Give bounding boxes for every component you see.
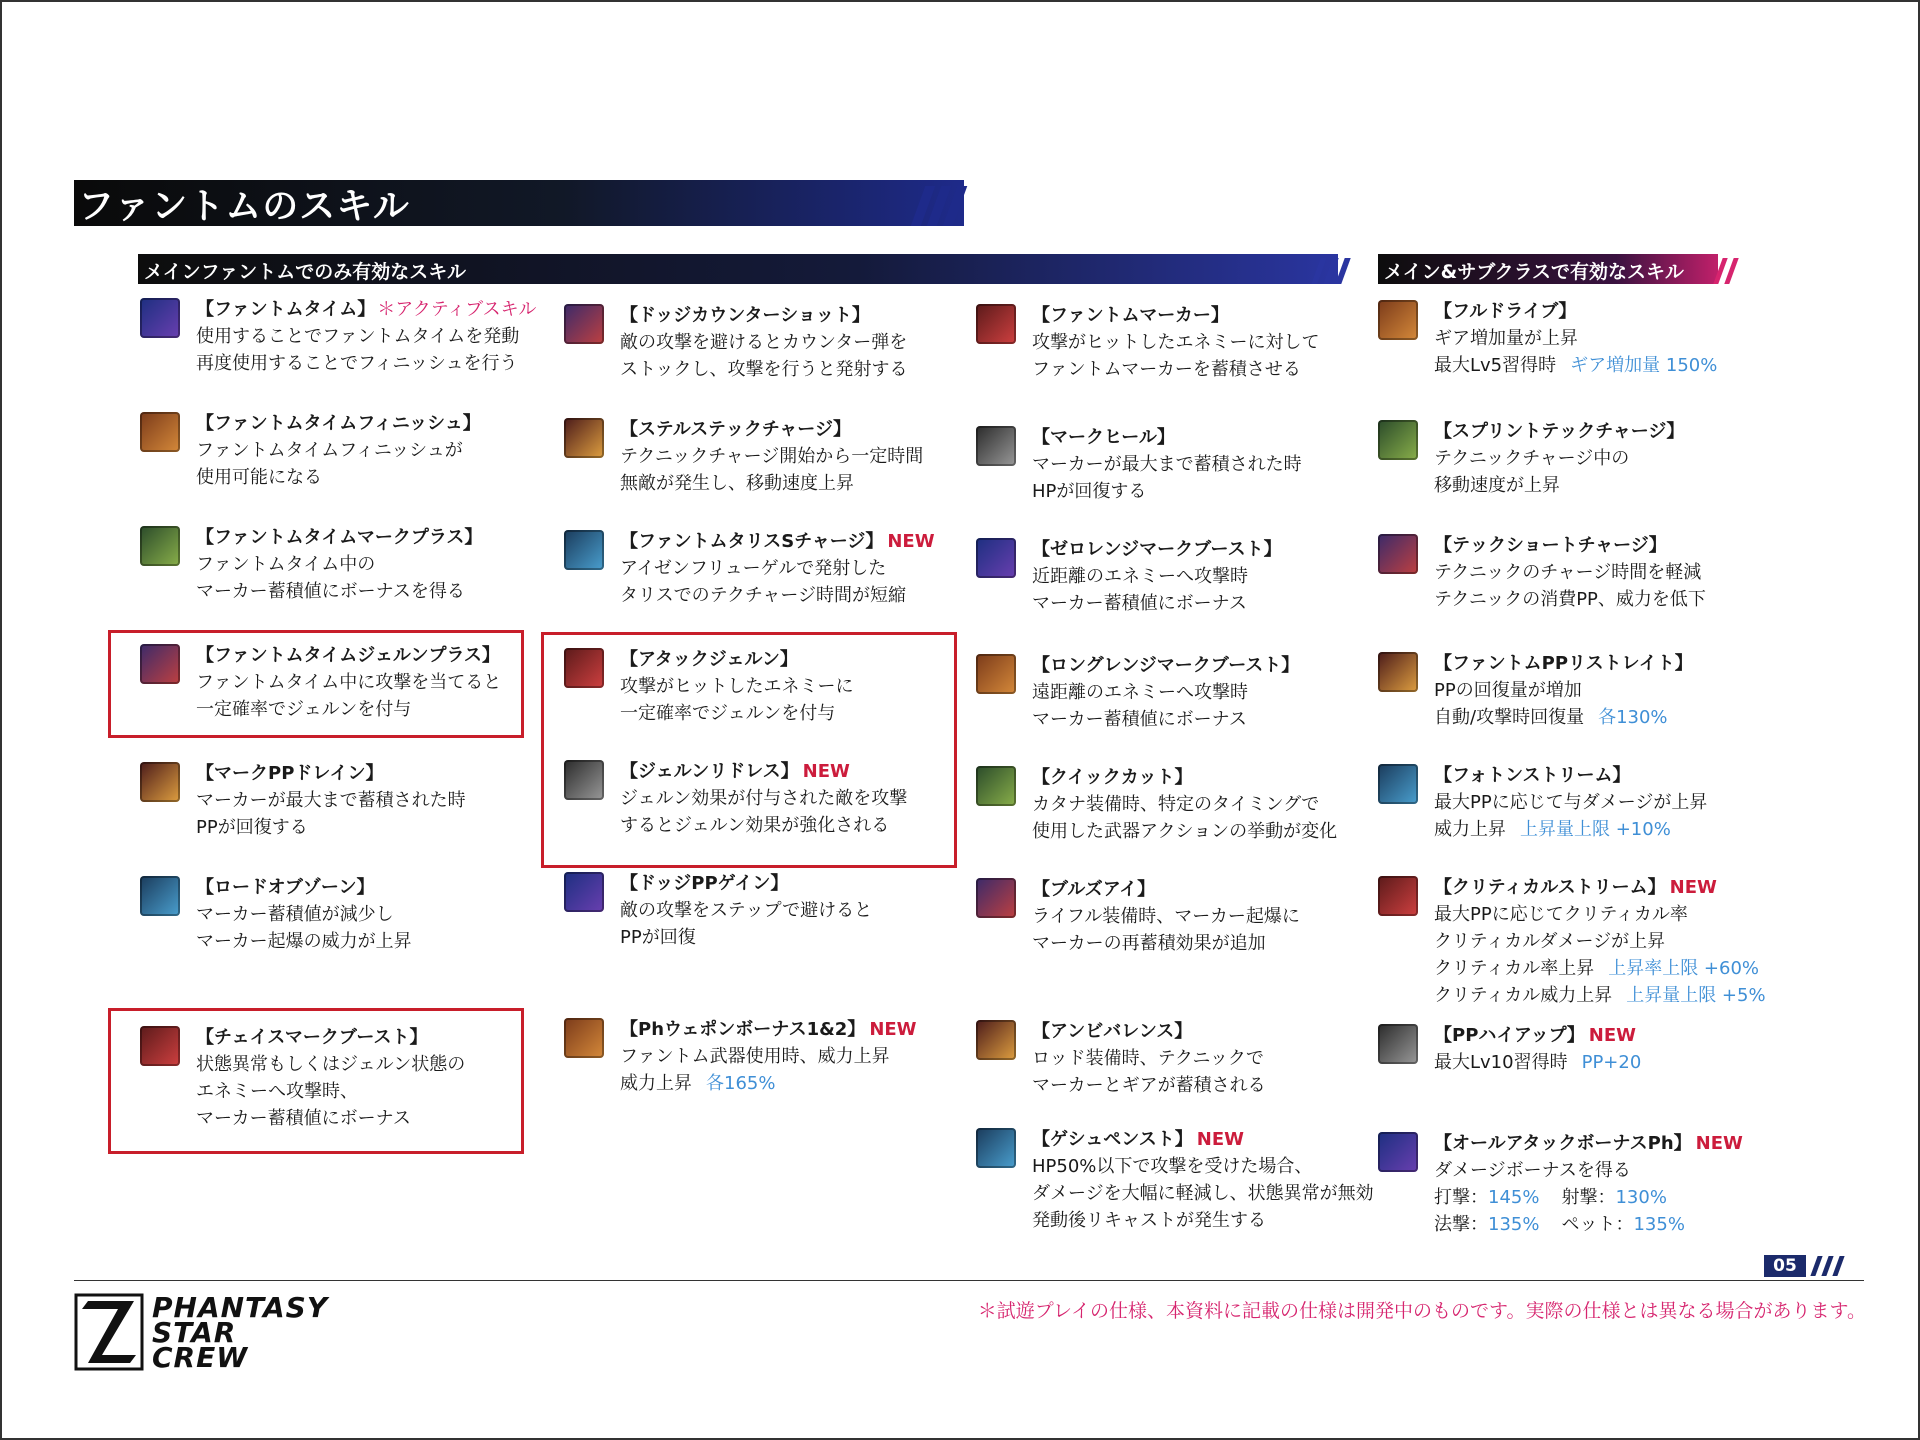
skill-description-text: 遠距離のエネミーへ攻撃時 bbox=[1032, 682, 1248, 703]
skill-name bbox=[196, 524, 546, 551]
skill-description-text: 威力上昇 bbox=[620, 1073, 692, 1094]
skill-description-line bbox=[620, 924, 970, 951]
skill-name bbox=[1434, 762, 1784, 789]
skill-name-text: 【ロードオブゾーン】 bbox=[196, 877, 375, 898]
skill-description-line bbox=[1032, 590, 1382, 617]
skill-description-line bbox=[1032, 791, 1382, 818]
skill-description-line bbox=[1032, 478, 1382, 505]
skill-description-line bbox=[1032, 1180, 1382, 1207]
skill-description-line bbox=[1032, 903, 1382, 930]
skill-name-text: 【ファントムタイム】 bbox=[196, 299, 376, 320]
skill-description-text: 威力上昇 bbox=[1434, 819, 1506, 840]
skill-body bbox=[1434, 1130, 1784, 1238]
skill-name bbox=[1434, 1130, 1784, 1157]
skill-description-line bbox=[1032, 451, 1382, 478]
skill-body bbox=[1032, 1018, 1382, 1099]
skill-body bbox=[196, 410, 546, 491]
skill-description-text: ライフル装備時、マーカー起爆に bbox=[1032, 906, 1300, 927]
skill-name bbox=[196, 760, 546, 787]
skill-body bbox=[1434, 762, 1784, 843]
skill-description-text: PPが回復する bbox=[196, 817, 308, 838]
new-badge: NEW bbox=[887, 531, 935, 552]
skill-body bbox=[196, 874, 546, 955]
skill-name bbox=[620, 870, 970, 897]
skill-description-text: ファントムタイムフィニッシュが bbox=[196, 440, 463, 461]
skill-body bbox=[1032, 424, 1382, 505]
skill-description-text: ファントムマーカーを蓄積させる bbox=[1032, 359, 1301, 380]
mark-pp-drain-icon bbox=[140, 762, 180, 802]
section-main-stripes bbox=[1316, 258, 1346, 284]
skill-name bbox=[1032, 302, 1382, 329]
skill-description-line bbox=[620, 443, 970, 470]
skill-description-text: 発動後リキャストが発生する bbox=[1032, 1210, 1266, 1231]
skill-name-text: 【ファントムPPリストレイト】 bbox=[1434, 653, 1693, 674]
skill-description-line bbox=[1032, 679, 1382, 706]
skill-description-line bbox=[1032, 1072, 1382, 1099]
skill-description-text: 最大Lv10習得時 bbox=[1434, 1052, 1568, 1073]
skill-description-text: ストックし、攻撃を行うと発射する bbox=[620, 359, 908, 380]
phantom-time-mark-plus-icon bbox=[140, 526, 180, 566]
skill-description-line bbox=[620, 470, 970, 497]
skill-stat-label: ペット： bbox=[1561, 1214, 1634, 1235]
skill-name bbox=[1032, 764, 1382, 791]
sprint-tech-charge-icon bbox=[1378, 420, 1418, 460]
skill-name bbox=[1032, 536, 1382, 563]
skill-stat-line bbox=[1434, 1184, 1784, 1211]
title-stripes bbox=[918, 186, 960, 226]
skill-description-text: マーカー蓄積値にボーナス bbox=[196, 1108, 411, 1129]
logo-emblem-icon bbox=[74, 1293, 144, 1371]
ambivalence-icon bbox=[976, 1020, 1016, 1060]
skill-description-line bbox=[196, 350, 546, 377]
skill-description-text: マーカーが最大まで蓄積された時 bbox=[196, 790, 466, 811]
skill-name-text: 【Phウェポンボーナス1&2】 bbox=[620, 1019, 866, 1040]
skill-name-text: 【フォトンストリーム】 bbox=[1434, 765, 1631, 786]
all-attack-bonus-ph-icon bbox=[1378, 1132, 1418, 1172]
skill-description-line bbox=[1032, 930, 1382, 957]
full-drive-icon bbox=[1378, 300, 1418, 340]
skill-description-text: クリティカルダメージが上昇 bbox=[1434, 931, 1666, 952]
skill-description-text: PPの回復量が増加 bbox=[1434, 680, 1582, 701]
dodge-pp-gain-icon bbox=[564, 872, 604, 912]
skill-description-text: テクニックの消費PP、威力を低下 bbox=[1434, 589, 1706, 610]
skill-description-line bbox=[1434, 445, 1784, 472]
skill-description-text: 使用可能になる bbox=[196, 467, 322, 488]
highlight-box bbox=[108, 1008, 524, 1154]
skill-name-text: 【フルドライブ】 bbox=[1434, 301, 1577, 322]
critical-stream-icon bbox=[1378, 876, 1418, 916]
skill-description-text: ダメージボーナスを得る bbox=[1434, 1160, 1631, 1181]
skill-name-text: 【アンビバレンス】 bbox=[1032, 1021, 1193, 1042]
skill-name-text: 【ファントムタイムジェルンプラス】 bbox=[196, 645, 500, 666]
skill-name bbox=[1032, 424, 1382, 451]
skill-description-text: 最大PPに応じてクリティカル率 bbox=[1434, 904, 1688, 925]
skill-name bbox=[1032, 876, 1382, 903]
new-badge: NEW bbox=[869, 1019, 917, 1040]
skill-name-text: 【ゲシュペンスト】 bbox=[1032, 1129, 1193, 1150]
skill-body bbox=[620, 528, 970, 609]
skill-description-line bbox=[620, 329, 970, 356]
skill-body bbox=[1434, 1022, 1784, 1076]
skill-name-text: 【ブルズアイ】 bbox=[1032, 879, 1156, 900]
skill-body bbox=[1434, 650, 1784, 731]
skill-stat-label: 打撃： bbox=[1434, 1187, 1488, 1208]
skill-description-text: ファントムタイム中に攻撃を当てると bbox=[196, 672, 502, 693]
skill-name bbox=[1434, 298, 1784, 325]
skill-value: 各165% bbox=[706, 1073, 776, 1094]
skill-name-text: 【ゼロレンジマークブースト】 bbox=[1032, 539, 1282, 560]
skill-description-line bbox=[196, 928, 546, 955]
skill-description-text: テクニックチャージ中の bbox=[1434, 448, 1630, 469]
highlight-box bbox=[108, 630, 524, 738]
skill-description-line bbox=[620, 1043, 970, 1070]
skill-body bbox=[1032, 536, 1382, 617]
skill-description-line bbox=[196, 787, 546, 814]
skill-description-line bbox=[1032, 818, 1382, 845]
skill-value: 上昇量上限 +10% bbox=[1520, 819, 1671, 840]
skill-description-line bbox=[1434, 816, 1784, 843]
skill-body bbox=[620, 302, 970, 383]
skill-name bbox=[196, 296, 546, 323]
skill-body bbox=[196, 524, 546, 605]
skill-description-text: タリスでのテクチャージ時間が短縮 bbox=[620, 585, 907, 606]
skill-description-text: マーカー蓄積値にボーナス bbox=[1032, 709, 1247, 730]
disclaimer: ＊試遊プレイの仕様、本資料に記載の仕様は開発中のものです。実際の仕様とは異なる場合があります。 bbox=[977, 1300, 1866, 1322]
skill-body bbox=[196, 760, 546, 841]
skill-description-text: ファントム武器使用時、威力上昇 bbox=[620, 1046, 890, 1067]
active-skill-tag: ＊アクティブスキル bbox=[377, 299, 537, 320]
skill-description-text: HP50%以下で攻撃を受けた場合、 bbox=[1032, 1156, 1313, 1177]
mark-heal-icon bbox=[976, 426, 1016, 466]
skill-description-line bbox=[196, 323, 546, 350]
skill-description-text: ギア増加量が上昇 bbox=[1434, 328, 1578, 349]
skill-description-text: ダメージを大幅に軽減し、状態異常が無効 bbox=[1032, 1183, 1374, 1204]
skill-description-text: 使用することでファントムタイムを発動 bbox=[196, 326, 520, 347]
skill-description-line bbox=[196, 464, 546, 491]
skill-description-text: HPが回復する bbox=[1032, 481, 1147, 502]
skill-stat-label: 法撃： bbox=[1434, 1214, 1488, 1235]
skill-description-text: 使用した武器アクションの挙動が変化 bbox=[1032, 821, 1338, 842]
skill-description-text: テクニックのチャージ時間を軽減 bbox=[1434, 562, 1702, 583]
skill-description-text: 一定確率でジェルンを付与 bbox=[196, 699, 412, 720]
skill-description-line bbox=[196, 437, 546, 464]
skill-body bbox=[1434, 532, 1784, 613]
skill-description-line bbox=[1032, 329, 1382, 356]
skill-stat-value: 135% bbox=[1488, 1214, 1540, 1235]
skill-description-text: マーカーとギアが蓄積される bbox=[1032, 1075, 1266, 1096]
skill-description-text: 攻撃がヒットしたエネミーに bbox=[620, 676, 854, 697]
skill-description-text: 最大PPに応じて与ダメージが上昇 bbox=[1434, 792, 1708, 813]
skill-value: ギア増加量 150% bbox=[1570, 355, 1718, 376]
skill-description-text: マーカー蓄積値が減少し bbox=[196, 904, 394, 925]
logo-line-3: CREW bbox=[152, 1341, 249, 1374]
gespenst-icon bbox=[976, 1128, 1016, 1168]
tech-short-charge-icon bbox=[1378, 534, 1418, 574]
skill-description-text: 無敵が発生し、移動速度上昇 bbox=[620, 473, 854, 494]
zero-range-mark-boost-icon bbox=[976, 538, 1016, 578]
skill-description-line bbox=[1434, 901, 1784, 928]
skill-body bbox=[620, 416, 970, 497]
skill-name bbox=[620, 1016, 970, 1043]
skill-name-text: 【クイックカット】 bbox=[1032, 767, 1193, 788]
skill-stat-value: 135% bbox=[1633, 1214, 1685, 1235]
highlight-box bbox=[541, 632, 957, 868]
new-badge: NEW bbox=[1588, 1025, 1636, 1046]
page-stripes bbox=[1814, 1256, 1841, 1276]
skill-body bbox=[1434, 874, 1784, 1009]
skill-description-text: 一定確率でジェルンを付与 bbox=[620, 703, 836, 724]
skill-value: 各130% bbox=[1598, 707, 1668, 728]
skill-description-line bbox=[1032, 356, 1382, 383]
skill-value: 上昇量上限 +5% bbox=[1626, 985, 1766, 1006]
skill-description-text: アイゼンフリューゲルで発射した bbox=[620, 558, 887, 579]
skill-description-text: 再度使用することでフィニッシュを行う bbox=[196, 353, 518, 374]
skill-name-text: 【アタックジェルン】 bbox=[620, 649, 798, 670]
dodge-counter-shot-icon bbox=[564, 304, 604, 344]
skill-description-line bbox=[1434, 325, 1784, 352]
skill-name-text: 【チェイスマークブースト】 bbox=[196, 1027, 428, 1048]
skill-name bbox=[620, 416, 970, 443]
bulls-eye-icon bbox=[976, 878, 1016, 918]
skill-body bbox=[1032, 876, 1382, 957]
skill-name-text: 【ドッジカウンターショット】 bbox=[620, 305, 870, 326]
skill-value: 上昇率上限 +60% bbox=[1608, 958, 1760, 979]
skill-description-text: 敵の攻撃を避けるとカウンター弾を bbox=[620, 332, 908, 353]
skill-name-text: 【PPハイアップ】 bbox=[1434, 1025, 1585, 1046]
skill-name-text: 【ステルステックチャージ】 bbox=[620, 419, 851, 440]
skill-name-text: 【スプリントテックチャージ】 bbox=[1434, 421, 1685, 442]
skill-description-text: 自動/攻撃時回復量 bbox=[1434, 707, 1585, 728]
skill-description-line bbox=[620, 1070, 970, 1097]
skill-description-line bbox=[1434, 352, 1784, 379]
skill-description-text: ジェルン効果が付与された敵を攻撃 bbox=[620, 788, 908, 809]
photon-stream-icon bbox=[1378, 764, 1418, 804]
skill-name-text: 【ジェルンリドレス】 bbox=[620, 761, 799, 782]
skill-description-text: 状態異常もしくはジェルン状態の bbox=[196, 1054, 466, 1075]
skill-body bbox=[1032, 302, 1382, 383]
phantom-time-finish-icon bbox=[140, 412, 180, 452]
phantom-pp-restrate-icon bbox=[1378, 652, 1418, 692]
skill-body bbox=[620, 1016, 970, 1097]
new-badge: NEW bbox=[1695, 1133, 1743, 1154]
skill-description-text: 攻撃がヒットしたエネミーに対して bbox=[1032, 332, 1320, 353]
logo-line-1: PHANTASY bbox=[152, 1291, 329, 1324]
skill-description-text: ファントムタイム中の bbox=[196, 554, 376, 575]
skill-description-text: 最大Lv5習得時 bbox=[1434, 355, 1557, 376]
skill-description-text: クリティカル率上昇 bbox=[1434, 958, 1595, 979]
skill-body bbox=[1032, 652, 1382, 733]
skill-description-line bbox=[620, 897, 970, 924]
skill-description-text: 移動速度が上昇 bbox=[1434, 475, 1560, 496]
skill-name-text: 【マークヒール】 bbox=[1032, 427, 1175, 448]
pp-high-up-icon bbox=[1378, 1024, 1418, 1064]
section-main-title: メインファントムでのみ有効なスキル bbox=[144, 261, 467, 283]
skill-stat-label: 射撃： bbox=[1561, 1187, 1616, 1208]
skill-description-text: マーカー起爆の威力が上昇 bbox=[196, 931, 412, 952]
skill-description-line bbox=[1434, 677, 1784, 704]
logo-line-2: STAR bbox=[152, 1316, 237, 1349]
skill-name bbox=[1434, 532, 1784, 559]
skill-description-line bbox=[1434, 586, 1784, 613]
skill-body bbox=[1434, 298, 1784, 379]
phantom-talis-s-charge-icon bbox=[564, 530, 604, 570]
skill-description-text: マーカーが最大まで蓄積された時 bbox=[1032, 454, 1302, 475]
skill-description-line bbox=[1434, 1157, 1784, 1184]
new-badge: NEW bbox=[1669, 877, 1717, 898]
skill-description-text: 近距離のエネミーへ攻撃時 bbox=[1032, 566, 1248, 587]
skill-description-line bbox=[1434, 704, 1784, 731]
skill-description-line bbox=[1434, 955, 1784, 982]
skill-description-text: カタナ装備時、特定のタイミングで bbox=[1032, 794, 1320, 815]
footer-divider bbox=[74, 1280, 1864, 1281]
skill-description-line bbox=[1434, 559, 1784, 586]
skill-name bbox=[196, 874, 546, 901]
skill-name bbox=[1434, 650, 1784, 677]
skill-description-text: PPが回復 bbox=[620, 927, 696, 948]
skill-name-text: 【ファントムタリスSチャージ】 bbox=[620, 531, 884, 552]
skill-description-text: エネミーへ攻撃時、 bbox=[196, 1081, 358, 1102]
skill-name bbox=[1434, 418, 1784, 445]
skill-name bbox=[1434, 874, 1784, 901]
skill-description-text: マーカー蓄積値にボーナスを得る bbox=[196, 581, 465, 602]
skill-description-line bbox=[1032, 1153, 1382, 1180]
skill-description-line bbox=[1032, 1207, 1382, 1234]
skill-body bbox=[196, 296, 546, 377]
skill-description-line bbox=[1434, 1049, 1784, 1076]
page-number: 05 bbox=[1764, 1255, 1806, 1277]
skill-name-text: 【クリティカルストリーム】 bbox=[1434, 877, 1666, 898]
ph-weapon-bonus-icon bbox=[564, 1018, 604, 1058]
phantom-marker-icon bbox=[976, 304, 1016, 344]
section-sub-stripes bbox=[1718, 258, 1734, 284]
skill-description-text: ロッド装備時、テクニックで bbox=[1032, 1048, 1264, 1069]
skill-description-text: クリティカル威力上昇 bbox=[1434, 985, 1613, 1006]
phantasy-star-crew-logo bbox=[74, 1293, 334, 1373]
skill-name-text: 【ロングレンジマークブースト】 bbox=[1032, 655, 1300, 676]
skill-description-line bbox=[1434, 982, 1784, 1009]
skill-description-line bbox=[1032, 706, 1382, 733]
skill-description-text: テクニックチャージ開始から一定時間 bbox=[620, 446, 924, 467]
skill-name bbox=[1032, 1126, 1382, 1153]
skill-description-line bbox=[1434, 789, 1784, 816]
skill-name bbox=[620, 528, 970, 555]
skill-description-line bbox=[196, 901, 546, 928]
new-badge: NEW bbox=[1196, 1129, 1244, 1150]
skill-name bbox=[1434, 1022, 1784, 1049]
skill-description-text: マーカー蓄積値にボーナス bbox=[1032, 593, 1247, 614]
skill-name bbox=[1032, 1018, 1382, 1045]
long-range-mark-boost-icon bbox=[976, 654, 1016, 694]
lord-of-zone-icon bbox=[140, 876, 180, 916]
skill-description-text: するとジェルン効果が強化される bbox=[620, 815, 890, 836]
skill-description-line bbox=[1032, 1045, 1382, 1072]
quick-cut-icon bbox=[976, 766, 1016, 806]
skill-name-text: 【ドッジPPゲイン】 bbox=[620, 873, 789, 894]
skill-description-line bbox=[620, 582, 970, 609]
skill-description-line bbox=[1434, 928, 1784, 955]
skill-body bbox=[1434, 418, 1784, 499]
skill-stat-value: 130% bbox=[1615, 1187, 1667, 1208]
skill-description-line bbox=[196, 814, 546, 841]
section-sub-title: メイン&サブクラスで有効なスキル bbox=[1384, 261, 1684, 283]
skill-name-text: 【オールアタックボーナスPh】 bbox=[1434, 1133, 1692, 1154]
skill-description-line bbox=[1434, 472, 1784, 499]
skill-description-line bbox=[1032, 563, 1382, 590]
skill-description-line bbox=[196, 551, 546, 578]
skill-name-text: 【ファントムタイムフィニッシュ】 bbox=[196, 413, 481, 434]
skill-description-line bbox=[620, 356, 970, 383]
skill-name bbox=[620, 302, 970, 329]
skill-body bbox=[1032, 1126, 1382, 1234]
stealth-tech-charge-icon bbox=[564, 418, 604, 458]
skill-name-text: 【マークPPドレイン】 bbox=[196, 763, 384, 784]
skill-name bbox=[196, 410, 546, 437]
skill-name bbox=[1032, 652, 1382, 679]
skill-name-text: 【ファントムマーカー】 bbox=[1032, 305, 1229, 326]
skill-description-text: 敵の攻撃をステップで避けると bbox=[620, 900, 873, 921]
skill-description-line bbox=[620, 555, 970, 582]
skill-body bbox=[1032, 764, 1382, 845]
skill-stat-line bbox=[1434, 1211, 1784, 1238]
skill-description-line bbox=[196, 578, 546, 605]
phantom-time-icon bbox=[140, 298, 180, 338]
skill-description-text: マーカーの再蓄積効果が追加 bbox=[1032, 933, 1266, 954]
skill-name-text: 【テックショートチャージ】 bbox=[1434, 535, 1667, 556]
skill-body bbox=[620, 870, 970, 951]
skill-stat-value: 145% bbox=[1488, 1187, 1540, 1208]
page-title: ファントムのスキル bbox=[78, 186, 410, 227]
new-badge: NEW bbox=[802, 761, 850, 782]
skill-value: PP+20 bbox=[1581, 1052, 1642, 1073]
skill-name-text: 【ファントムタイムマークプラス】 bbox=[196, 527, 483, 548]
